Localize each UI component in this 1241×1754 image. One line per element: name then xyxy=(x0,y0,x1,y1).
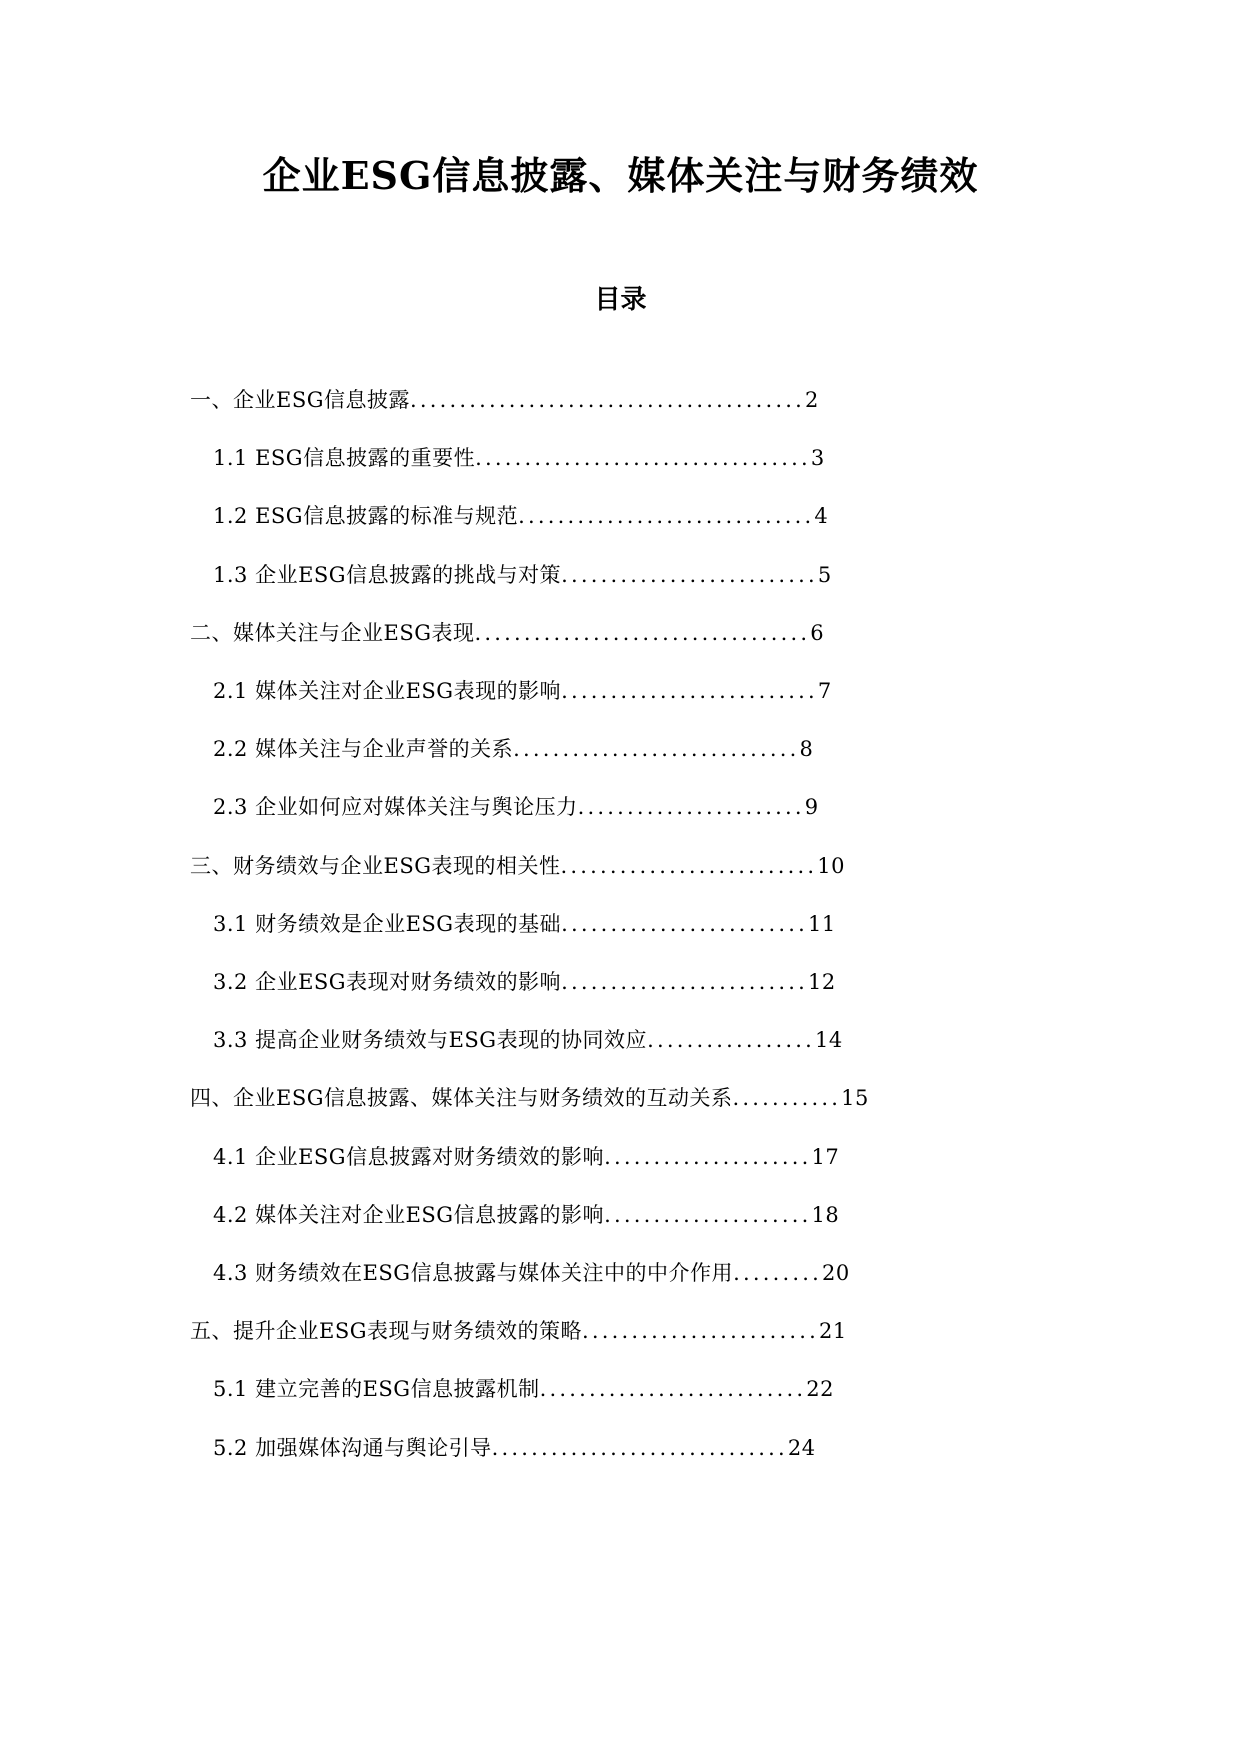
toc-page-number: 12 xyxy=(807,970,836,994)
toc-leader-dots: .......................... xyxy=(561,679,818,703)
toc-page-number: 3 xyxy=(810,446,825,471)
toc-page-number: 20 xyxy=(821,1261,850,1285)
toc-entry[interactable] xyxy=(213,967,836,997)
toc-entry-title: 二、媒体关注与企业ESG表现 xyxy=(190,620,475,645)
toc-leader-dots: ............................. xyxy=(513,737,800,762)
toc-entry[interactable] xyxy=(190,385,819,415)
toc-entry-title: 5.2 加强媒体沟通与舆论引导 xyxy=(213,1435,492,1460)
toc-leader-dots: ....................... xyxy=(577,795,805,820)
toc-entry-title: 1.1 ESG信息披露的重要性 xyxy=(213,446,476,471)
toc-entry[interactable] xyxy=(213,1374,834,1404)
toc-leader-dots: ......................... xyxy=(561,970,808,994)
toc-page-number: 6 xyxy=(810,620,825,645)
toc-leader-dots: .......................... xyxy=(561,562,818,587)
toc-leader-dots: ........................... xyxy=(539,1377,807,1402)
toc-entry[interactable] xyxy=(213,1258,850,1288)
toc-page-number: 14 xyxy=(814,1028,843,1053)
toc-entry[interactable] xyxy=(213,734,813,764)
toc-leader-dots: .................................. xyxy=(474,620,811,645)
toc-entry-title: 2.2 媒体关注与企业声誉的关系 xyxy=(213,737,514,762)
toc-entry-title: 1.3 企业ESG信息披露的挑战与对策 xyxy=(213,562,562,587)
toc-entry-title: 4.1 企业ESG信息披露对财务绩效的影响 xyxy=(213,1144,605,1169)
toc-entry-title: 4.3 财务绩效在ESG信息披露与媒体关注中的中介作用 xyxy=(213,1261,734,1285)
toc-page-number: 17 xyxy=(811,1144,840,1169)
toc-leader-dots: ......... xyxy=(733,1261,822,1285)
toc-entry-title: 5.1 建立完善的ESG信息披露机制 xyxy=(213,1377,540,1402)
toc-entry-title: 四、企业ESG信息披露、媒体关注与财务绩效的互动关系 xyxy=(190,1086,733,1111)
toc-entry[interactable] xyxy=(213,1200,839,1230)
toc-page-number: 5 xyxy=(817,562,832,587)
toc-page-number: 22 xyxy=(806,1377,834,1402)
toc-leader-dots: ......................... xyxy=(561,911,808,936)
toc-leader-dots: .................................. xyxy=(475,446,811,471)
toc-page-number: 4 xyxy=(814,504,829,529)
toc-entry-title: 五、提升企业ESG表现与财务绩效的策略 xyxy=(190,1319,582,1344)
toc-leader-dots: ..................... xyxy=(604,1202,812,1227)
toc-leader-dots: .............................. xyxy=(491,1435,788,1460)
toc-page-number: 24 xyxy=(787,1435,816,1460)
toc-entry-title: 1.2 ESG信息披露的标准与规范 xyxy=(213,504,519,529)
toc-page-number: 7 xyxy=(817,679,832,703)
document-title: 企业ESG信息披露、媒体关注与财务绩效 xyxy=(262,153,979,198)
toc-entry-title: 4.2 媒体关注对企业ESG信息披露的影响 xyxy=(213,1202,605,1227)
toc-entry[interactable] xyxy=(213,501,828,531)
toc-entry-title: 3.1 财务绩效是企业ESG表现的基础 xyxy=(213,911,562,936)
toc-entry[interactable] xyxy=(190,851,845,881)
toc-leader-dots: .............................. xyxy=(518,504,815,529)
toc-entry-title: 3.3 提高企业财务绩效与ESG表现的协同效应 xyxy=(213,1028,648,1053)
toc-entry[interactable] xyxy=(213,1142,839,1172)
toc-leader-dots: ................. xyxy=(647,1028,815,1053)
toc-heading: 目录 xyxy=(594,285,647,315)
toc-page-number: 10 xyxy=(817,853,845,878)
toc-entry[interactable] xyxy=(190,618,824,648)
toc-entry-title: 一、企业ESG信息披露 xyxy=(190,388,410,412)
toc-entry[interactable] xyxy=(190,1316,847,1346)
toc-page-number: 15 xyxy=(841,1086,869,1111)
toc-entry[interactable] xyxy=(213,1433,816,1463)
toc-page-number: 2 xyxy=(805,388,819,412)
toc-entry[interactable] xyxy=(213,443,825,473)
toc-entry[interactable] xyxy=(213,909,836,939)
toc-entry-title: 三、财务绩效与企业ESG表现的相关性 xyxy=(190,853,561,878)
toc-page-number: 18 xyxy=(811,1202,840,1227)
toc-page-number: 21 xyxy=(819,1319,847,1344)
toc-entry[interactable] xyxy=(213,792,819,822)
toc-leader-dots: ........... xyxy=(732,1086,842,1111)
toc-leader-dots: .......................... xyxy=(560,853,818,878)
toc-page-number: 11 xyxy=(807,911,836,936)
toc-page-number: 9 xyxy=(804,795,819,820)
toc-entry[interactable] xyxy=(213,1025,843,1055)
toc-leader-dots: ..................... xyxy=(604,1144,812,1169)
toc-leader-dots: ........................................ xyxy=(410,388,806,412)
toc-entry-title: 2.3 企业如何应对媒体关注与舆论压力 xyxy=(213,795,578,820)
toc-page-number: 8 xyxy=(799,737,814,762)
toc-entry-title: 2.1 媒体关注对企业ESG表现的影响 xyxy=(213,679,562,703)
toc-entry[interactable] xyxy=(213,560,832,590)
toc-leader-dots: ........................ xyxy=(582,1319,820,1344)
toc-entry[interactable] xyxy=(190,1083,869,1113)
toc-entry-title: 3.2 企业ESG表现对财务绩效的影响 xyxy=(213,970,562,994)
toc-entry[interactable] xyxy=(213,676,832,706)
